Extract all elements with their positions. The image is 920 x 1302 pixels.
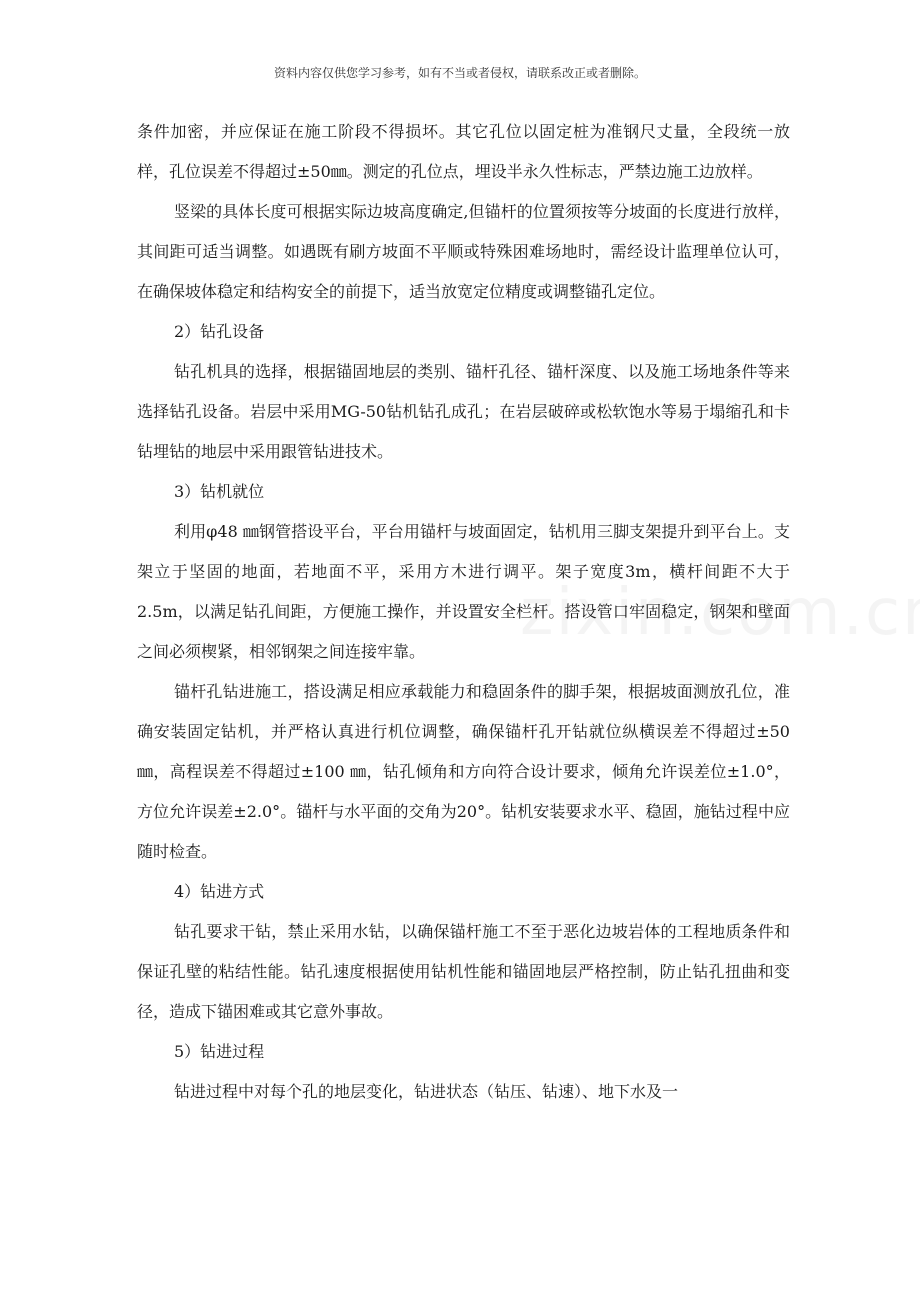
disclaimer-header: 资料内容仅供您学习参考，如有不当或者侵权，请联系改正或者删除。 (273, 66, 646, 80)
section-heading-2: 2）钻孔设备 (174, 322, 265, 341)
paragraph-7: 钻进过程中对每个孔的地层变化，钻进状态（钻压、钻速）、地下水及一 (174, 1082, 679, 1101)
section-heading-5: 5）钻进过程 (174, 1042, 265, 1061)
section-heading-3: 3）钻机就位 (174, 482, 265, 501)
paragraph-4: 利用φ48 ㎜钢管搭设平台，平台用锚杆与坡面固定，钻机用三脚支架提升到平台上。支架立于坚固的地面，若地面不平，采用方木进行调平。架子宽度3m，横杆间距不大于2.5m，以满足钻孔间距，方便施工操作，并设置安全栏杆。搭设管口牢固稳定，钢架和壁面之间必须楔紧，相邻钢架之间连接牢靠。 (137, 522, 790, 661)
paragraph-6: 钻孔要求干钻，禁止采用水钻，以确保锚杆施工不至于恶化边坡岩体的工程地质条件和保证孔壁的粘结性能。钻孔速度根据使用钻机性能和锚固地层严格控制，防止钻孔扭曲和变径，造成下锚困难或其它意外事故。 (137, 922, 790, 1021)
paragraph-5: 锚杆孔钻进施工，搭设满足相应承载能力和稳固条件的脚手架，根据坡面测放孔位，准确安装固定钻机，并严格认真进行机位调整，确保锚杆孔开钻就位纵横误差不得超过±50㎜，高程误差不得超过±100 ㎜，钻孔倾角和方向符合设计要求，倾角允许误差位±1.0°，方位允许误差±2.0°。锚杆与水平面的交角为20°。钻机安装要求水平、稳固，施钻过程中应随时检查。 (137, 682, 790, 861)
paragraph-3: 钻孔机具的选择，根据锚固地层的类别、锚杆孔径、锚杆深度、以及施工场地条件等来选择钻孔设备。岩层中采用MG-50钻机钻孔成孔；在岩层破碎或松软饱水等易于塌缩孔和卡钻埋钻的地层中采用跟管钻进技术。 (137, 362, 790, 461)
body-text (137, 112, 790, 1112)
paragraph-2: 竖梁的具体长度可根据实际边坡高度确定,但锚杆的位置须按等分坡面的长度进行放样，其间距可适当调整。如遇既有刷方坡面不平顺或特殊困难场地时，需经设计监理单位认可，在确保坡体稳定和结构安全的前提下，适当放宽定位精度或调整锚孔定位。 (137, 202, 790, 301)
section-heading-4: 4）钻进方式 (174, 882, 265, 901)
paragraph-1: 条件加密，并应保证在施工阶段不得损坏。其它孔位以固定桩为准钢尺丈量，全段统一放样，孔位误差不得超过±50㎜。测定的孔位点，埋设半永久性标志，严禁边施工边放样。 (137, 122, 790, 181)
